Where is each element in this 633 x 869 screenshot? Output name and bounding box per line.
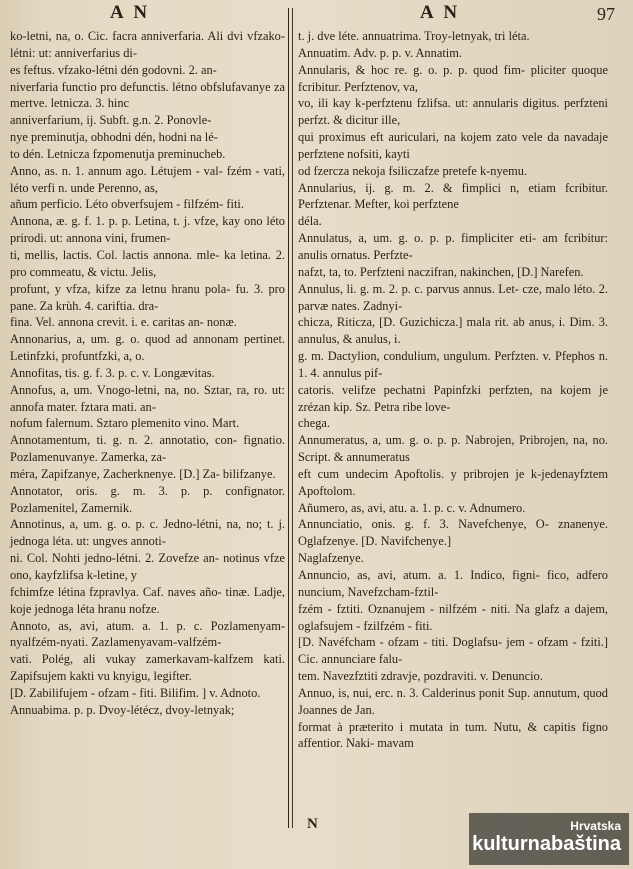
left-column-text-line: añum perficio. Léto obverfsujem - filfzém- fiti. (10, 197, 244, 212)
left-column-text-line: nye preminutja, obhodni dén, hodni na lé- (10, 130, 218, 145)
right-column-text-line: qui proximus eft auriculari, na kojem zato vele da navadaje perfztene nofsiti, kayti (298, 130, 608, 161)
left-column-text-line: anniverfarium, ij. Subft. g.n. 2. Ponovle- (10, 113, 212, 128)
right-column-text-line: Annulus, li. g. m. 2. p. c. parvus annus. Let- cze, malo léto. 2. parvæ nates. Zadnyi- (298, 281, 608, 313)
left-running-header: A N (110, 2, 151, 23)
watermark-line1: Hrvatska (570, 819, 621, 833)
left-column-text-line: méra, Zapifzanye, Zacherknenye. [D.] Za- bilifzanye. (10, 466, 276, 481)
left-column-text-line: profunt, y vfza, kifze za letnu hranu pola- fu. 3. pro pane. Za krùh. 4. cariftia. dra- (10, 281, 285, 313)
left-column-text-line: Annonarius, a, um. g. o. quod ad annonam pertinet. Letinfzki, profuntfzki, a, o. (10, 332, 285, 364)
left-column-text-line: nofum falernum. Sztaro plemenito vino. Mart. (10, 416, 240, 431)
left-column-text-line: [D. Zabilifujem - ofzam - fiti. Bilifim. ] v. Adnoto. (10, 685, 261, 700)
right-running-header: A N (420, 2, 461, 23)
right-column-text-line: nafzt, ta, to. Perfzteni naczifran, nakinchen, [D.] Narefen. (298, 264, 584, 279)
left-column (10, 28, 285, 719)
right-column-text-line: fzém - fztiti. Oznanujem - nilfzém - niti. Na glafz a dajem, oglafsujem - fzilfzém - fiti. (298, 601, 608, 633)
right-column-text-line: Annularis, & hoc re. g. o. p. p. quod fim- pliciter quoque fcribitur. Perfztenov, va, (298, 62, 608, 94)
left-column-text-line: niverfaria functio pro defunctis. létno obfslufavanye za mertve. letnicza. 3. hinc (10, 79, 285, 111)
right-column-text-line: eft cum undecim Apoftolis. y pribrojen je k-jedenayfztem Apoftolom. (298, 466, 608, 498)
left-column-text-line: Annotinus, a, um. g. o. p. c. Jedno-létni, na, no; t. j. jednoga léta. ut: ungves annoti- (10, 517, 285, 549)
right-column-text-line: Annularius, ij. g. m. 2. & fimplici n, etiam fcribitur. Perfztenar. Mefter, koi perfztene (298, 180, 608, 212)
right-column-text-line: vo, ili kay k-perfztenu fzlifsa. ut: annularis digitus. perfzteni perfzt. & dicitur ille, (298, 96, 608, 128)
right-column-text-line: tem. Navezfztiti zdravje, pozdraviti. v. Denuncio. (298, 669, 543, 684)
column-divider-inner (292, 8, 293, 828)
left-column-text-line: fchimfze létina fzpravlya. Caf. naves año- tinæ. Ladje, koje jednoga léta hranu nofze. (10, 584, 285, 616)
left-column-text-line: vati. Polég, ali vukay zamerkavam-kalfzem kati. Zapifsujem kakti vu knyigu, legifter. (10, 652, 285, 684)
left-column-text-line: fina. Vel. annona crevit. i. e. caritas an- nonæ. (10, 315, 237, 330)
right-column-text-line: od fzercza nekoja fsiliczafze pretefe k-nyemu. (298, 163, 528, 178)
right-column-text-line: Annulatus, a, um. g. o. p. p. fimpliciter eti- am fcribitur: anulis ornatus. Perfzte- (298, 231, 608, 262)
right-column-text-line: format à præterito i mutata in tum. Nutu, & capitis figno affentior. Naki- mavam (298, 719, 608, 751)
left-column-text-line: Anno, as. n. 1. annum ago. Létujem - val- fzém - vati, léto verfi n. unde Perenno, as, (10, 163, 285, 195)
right-column-text-line: [D. Navéfcham - ofzam - titi. Doglafsu- jem - ofzam - fziti.] Cic. annunciare falu- (298, 635, 608, 667)
right-column-text-line: Annunciatio, onis. g. f. 3. Navefchenye, O- znanenye. Oglafzenye. [D. Navifchenye.] (298, 517, 608, 549)
left-column-text-line: es feftus. vfzako-létni dén godovni. 2. an- (10, 62, 217, 77)
right-column-text-line: Annumeratus, a, um. g. o. p. p. Nabrojen, Pribrojen, na, no. Script. & annumeratus (298, 433, 608, 465)
left-column-text-line: Annona, æ. g. f. 1. p. p. Letina, t. j. vfze, kay ono léto prirodi. ut: annona vini, frumen- (10, 214, 285, 246)
watermark-line2: kulturnabaština (472, 833, 621, 855)
right-column-text-line: chicza, Riticza, [D. Guzichicza.] mala rit. ab anus, i. Dim. 3. annulus, & anulus, i. (298, 315, 608, 347)
right-column-text-line: g. m. Dactylion, condulium, ungulum. Perfzten. v. Pfephos n. 1. 4. annulus pif- (298, 349, 608, 380)
left-column-text-line: to dén. Letnicza fzpomenutja preminucheb. (10, 146, 226, 161)
right-column-text-line: Annuatim. Adv. p. p. v. Annatim. (298, 45, 462, 60)
left-column-text-line: ti, mellis, lactis. Col. lactis annona. mle- ka letina. 2. pro commeatu, & victu. Jelis, (10, 247, 285, 279)
right-column (298, 28, 608, 752)
left-column-text-line: Annotator, oris. g. m. 3. p. p. confignator. Pozlamenitel, Zamernik. (10, 483, 285, 515)
right-column-text-line: catoris. velifze pechatni Papinfzki perfzten, na kojem je zrézan kip. Sz. Petra ribe love- (298, 382, 608, 414)
left-column-text-line: ko-letni, na, o. Cic. facra anniverfaria. Ali dvi vfzako-létni: ut: anniverfarius di- (10, 29, 285, 60)
left-column-text-line: Annofitas, tis. g. f. 3. p. c. v. Longævitas. (10, 365, 215, 380)
right-column-text-line: Annuo, is, nui, erc. n. 3. Calderinus ponit Sup. annutum, quod Joannes de Jan. (298, 685, 608, 717)
right-column-text-line: Annuncio, as, avi, atum. a. 1. Indico, figni- fico, adfero nuncium, Navefzcham-fztil- (298, 568, 608, 599)
left-column-text-line: ni. Col. Nohti jedno-létni. 2. Zovefze an- notinus vfze ono, kayfzlifsa k-letine, y (10, 551, 285, 582)
watermark-logo (469, 813, 629, 865)
left-column-text-line: Annotamentum, ti. g. n. 2. annotatio, con- fignatio. Pozlamenuvanye. Zamerka, za- (10, 433, 285, 465)
left-column-text-line: Annofus, a, um. Vnogo-letni, na, no. Sztar, ra, ro. ut: annofa mater. fztara mati. an- (10, 382, 285, 414)
right-column-text-line: déla. (298, 214, 322, 229)
catchword: N (307, 816, 318, 832)
column-divider (288, 8, 289, 828)
right-column-text-line: chega. (298, 416, 330, 431)
right-column-text-line: Añumero, as, avi, atu. a. 1. p. c. v. Adnumero. (298, 500, 526, 515)
left-column-text-line: Annoto, as, avi, atum. a. 1. p. c. Pozlamenyam- nyalfzém-nyati. Zazlamenyavam-valfzém- (10, 618, 285, 650)
right-column-text-line: t. j. dve léte. annuatrima. Troy-letnyak, tri léta. (298, 29, 530, 43)
page-number: 97 (597, 4, 615, 24)
right-column-text-line: Naglafzenye. (298, 551, 364, 566)
left-column-text-line: Annuabima. p. p. Dvoy-létécz, dvoy-letnyak; (10, 702, 235, 717)
